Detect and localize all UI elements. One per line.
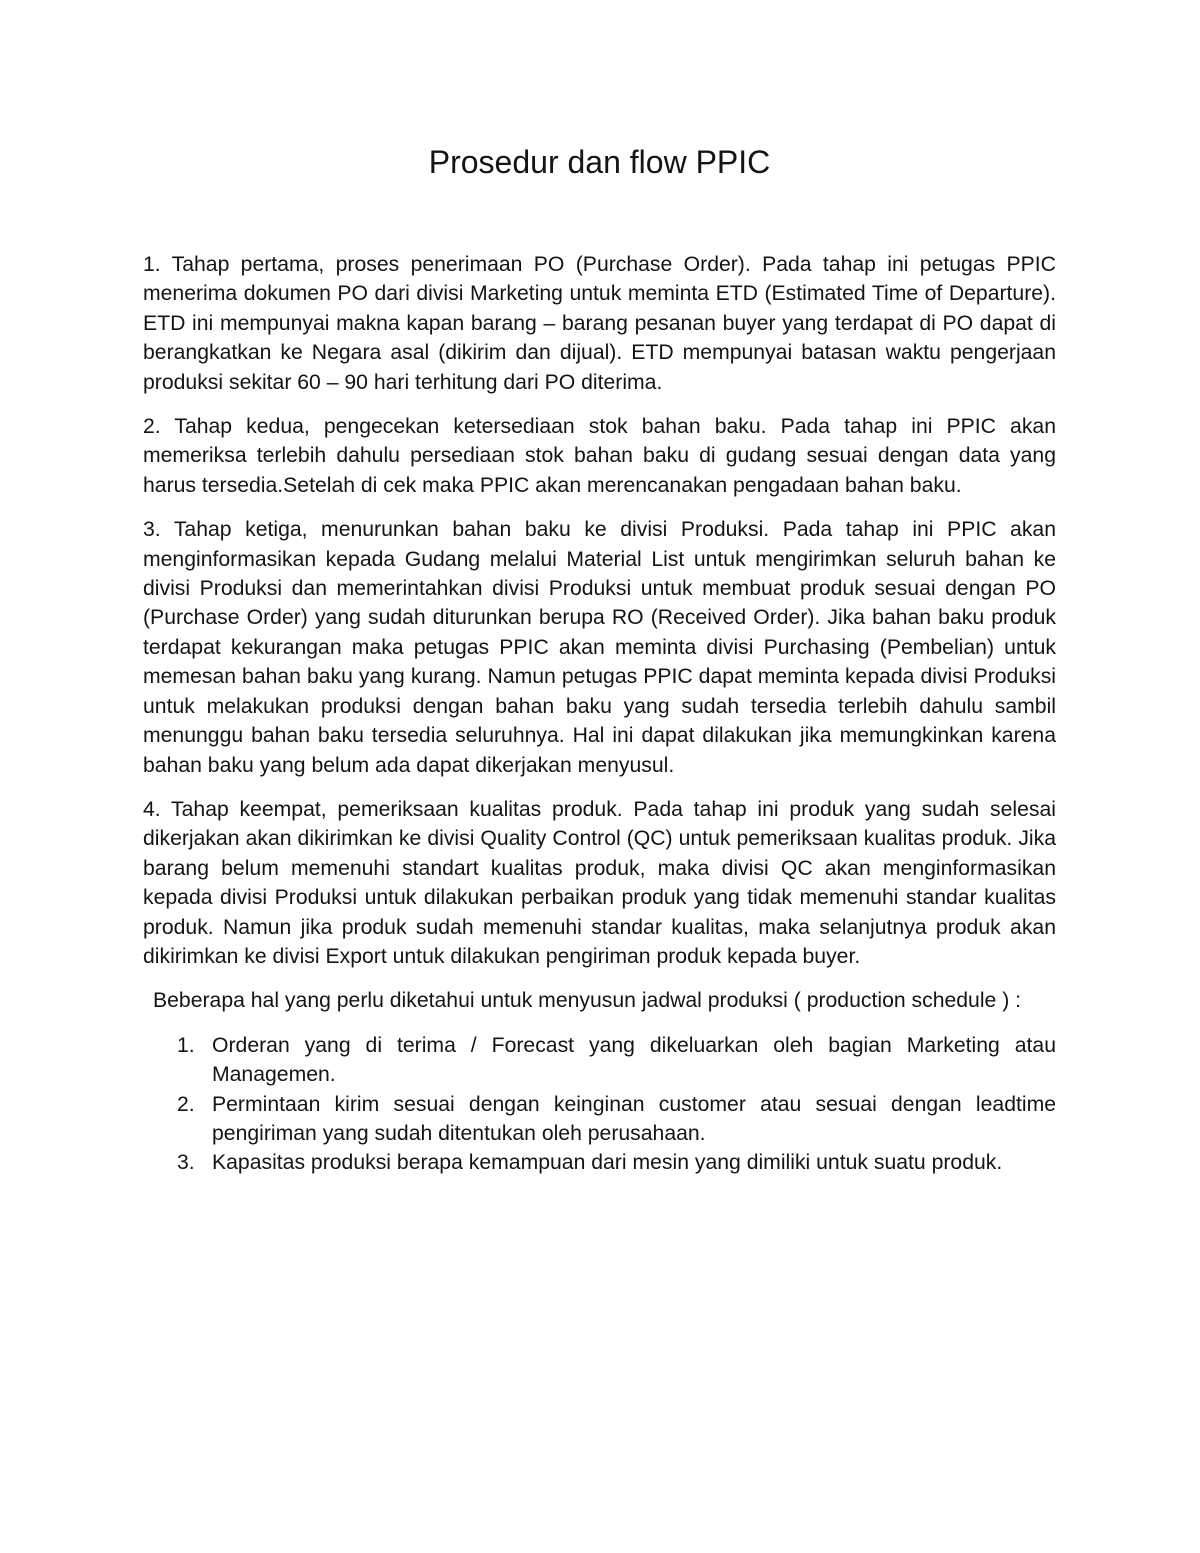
schedule-intro: Beberapa hal yang perlu diketahui untuk menyusun jadwal produksi ( production schedule ) :: [153, 989, 1022, 1013]
list-number: 1.: [177, 1033, 195, 1057]
list-item: [143, 1031, 1056, 1090]
paragraph-step-3: 3. Tahap ketiga, menurunkan bahan baku ke divisi Produksi. Pada tahap ini PPIC akan menginformasikan kepada Gudang melalui Material List untuk mengirimkan seluruh bahan ke divisi Produksi dan memerintahkan divisi Produksi untuk membuat produk sesuai dengan PO (Purchase Order) yang sudah diturunkan berupa RO (Received Order). Jika bahan baku produk terdapat kekurangan maka petugas PPIC akan meminta divisi Purchasing (Pembelian) untuk memesan bahan baku yang kurang. Namun petugas PPIC dapat meminta kepada divisi Produksi untuk melakukan produksi dengan bahan baku yang sudah tersedia terlebih dahulu sambil menunggu bahan baku tersedia seluruhnya. Hal ini dapat dilakukan jika memungkinkan karena bahan baku yang belum ada dapat dikerjakan menyusul.: [143, 518, 1056, 777]
document-title: Prosedur dan flow PPIC: [428, 144, 771, 180]
list-number: 2.: [177, 1092, 195, 1116]
paragraph-step-4: 4. Tahap keempat, pemeriksaan kualitas produk. Pada tahap ini produk yang sudah selesai dikerjakan akan dikirimkan ke divisi Quality Control (QC) untuk pemeriksaan kualitas produk. Jika barang belum memenuhi standart kualitas produk, maka divisi QC akan menginformasikan kepada divisi Produksi untuk dilakukan perbaikan produk yang tidak memenuhi standar kualitas produk. Namun jika produk sudah memenuhi standar kualitas, maka selanjutnya produk akan dikirimkan ke divisi Export untuk dilakukan pengiriman produk kepada buyer.: [143, 797, 1056, 968]
paragraph-step-1: 1. Tahap pertama, proses penerimaan PO (Purchase Order). Pada tahap ini petugas PPIC menerima dokumen PO dari divisi Marketing untuk meminta ETD (Estimated Time of Departure). ETD ini mempunyai makna kapan barang – barang pesanan buyer yang terdapat di PO dapat di berangkatkan ke Negara asal (dikirim dan dijual). ETD mempunyai batasan waktu pengerjaan produksi sekitar 60 – 90 hari terhitung dari PO diterima.: [143, 253, 1056, 394]
list-item: [143, 1148, 1056, 1177]
list-text: Permintaan kirim sesuai dengan keinginan customer atau sesuai dengan leadtime pengiriman yang sudah ditentukan oleh perusahaan.: [212, 1092, 1056, 1145]
list-number: 3.: [177, 1151, 195, 1175]
document-page: [143, 140, 1056, 1178]
schedule-list: [143, 1031, 1056, 1178]
paragraph-step-2: 2. Tahap kedua, pengecekan ketersediaan stok bahan baku. Pada tahap ini PPIC akan memeriksa terlebih dahulu persediaan stok bahan baku di gudang sesuai dengan data yang harus tersedia.Setelah di cek maka PPIC akan merencanakan pengadaan bahan baku.: [143, 415, 1056, 497]
list-text: Orderan yang di terima / Forecast yang dikeluarkan oleh bagian Marketing atau Managemen.: [212, 1033, 1056, 1087]
list-item: [143, 1090, 1056, 1149]
list-text: Kapasitas produksi berapa kemampuan dari mesin yang dimiliki untuk suatu produk.: [212, 1151, 1003, 1175]
